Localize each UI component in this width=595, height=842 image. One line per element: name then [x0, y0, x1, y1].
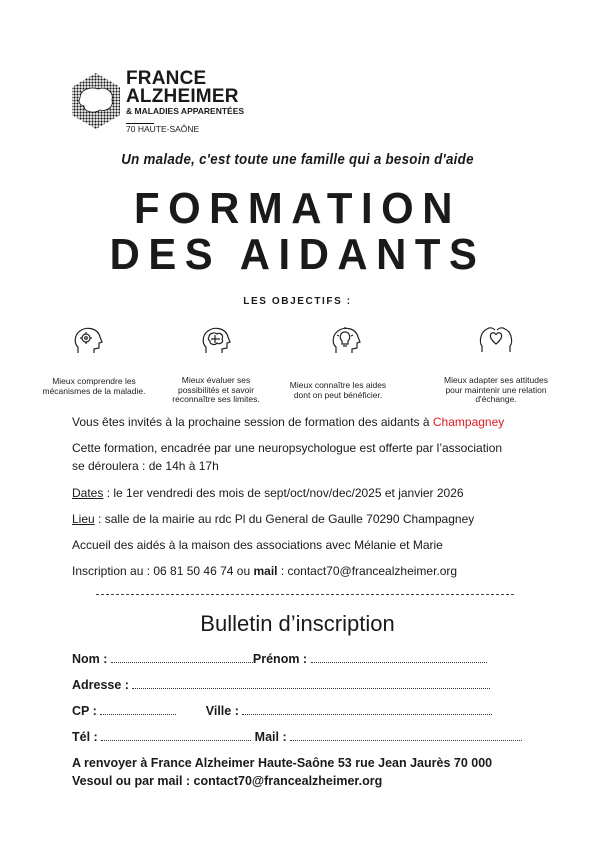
- title-line-1: FORMATION: [134, 184, 461, 233]
- objective-caption-3: Mieux connaître les aides dont on peut bénéficier.: [289, 380, 387, 400]
- adresse-label: Adresse :: [72, 678, 129, 692]
- nom-label: Nom :: [72, 652, 108, 666]
- invite-text: Vous êtes invités à la prochaine session de formation des aidants à: [72, 415, 433, 429]
- form-row-adresse: [72, 677, 490, 693]
- logo-line-region: 70 HAUTE-SAÔNE: [126, 124, 200, 134]
- ville-field[interactable]: [242, 704, 492, 715]
- formation-line-2: se déroulera : de 14h à 17h: [72, 459, 219, 473]
- dates-label: Dates: [72, 486, 104, 500]
- adresse-field[interactable]: [132, 678, 490, 689]
- title-line-2: DES AIDANTS: [109, 230, 486, 279]
- head-bulb-icon: [328, 323, 364, 359]
- tel-label: Tél :: [72, 730, 98, 744]
- inscription-suffix: : contact70@francealzheimer.org: [277, 564, 458, 578]
- dates-value: : le 1er vendredi des mois de sept/oct/nov/dec/2025 et janvier 2026: [103, 486, 464, 500]
- objectifs-heading: LES OBJECTIFS :: [243, 296, 352, 307]
- objective-caption-4: Mieux adapter ses attitudes pour maintenir une relation d'échange.: [444, 375, 548, 404]
- objective-caption-1: Mieux comprendre les mécanismes de la maladie.: [42, 376, 146, 396]
- formation-line-1: Cette formation, encadrée par une neuropsychologue est offerte par l’association: [72, 441, 503, 455]
- mail-form-label: Mail :: [254, 730, 287, 744]
- dates-paragraph: [72, 484, 464, 502]
- head-brain-icon: [198, 323, 234, 359]
- form-row-cp-ville: [72, 703, 492, 719]
- bulletin-title: Bulletin d’inscription: [200, 611, 395, 636]
- mail-field[interactable]: [290, 730, 522, 741]
- form-row-tel-mail: [72, 729, 522, 745]
- footer-line-1: A renvoyer à France Alzheimer Haute-Saône 53 rue Jean Jaurès 70 000: [72, 756, 493, 770]
- logo-line-maladies: & MALADIES APPARENTÉES: [126, 106, 245, 116]
- head-gears-icon: [70, 323, 106, 359]
- logo-text: [126, 70, 244, 135]
- logo-mark: [70, 72, 122, 130]
- ville-label: Ville :: [205, 704, 239, 718]
- cp-label: CP :: [72, 704, 97, 718]
- footer-line-2: Vesoul ou par mail : contact70@francealzheimer.org: [72, 774, 383, 788]
- prenom-field[interactable]: [311, 652, 487, 663]
- tagline: Un malade, c'est toute une famille qui a besoin d'aide: [121, 152, 474, 168]
- invite-place: Champagney: [432, 415, 505, 429]
- cp-field[interactable]: [100, 704, 176, 715]
- objective-caption-2: Mieux évaluer ses possibilités et savoir reconnaître ses limites.: [172, 375, 260, 404]
- mail-label: mail: [253, 564, 278, 578]
- tel-field[interactable]: [101, 730, 251, 741]
- prenom-label: Prénom :: [252, 652, 308, 666]
- logo-line-alzheimer: ALZHEIMER: [126, 86, 239, 107]
- separator-line: [96, 594, 514, 595]
- lieu-paragraph: [72, 510, 474, 528]
- inscription-paragraph: [72, 562, 457, 580]
- heads-heart-icon: [478, 320, 514, 356]
- inscription-prefix: Inscription au : 06 81 50 46 74 ou: [72, 564, 254, 578]
- nom-field[interactable]: [111, 652, 253, 663]
- lieu-value: : salle de la mairie au rdc Pl du General de Gaulle 70290 Champagney: [94, 512, 475, 526]
- invite-paragraph: [72, 413, 504, 431]
- accueil-paragraph: Accueil des aidés à la maison des associations avec Mélanie et Marie: [72, 538, 443, 552]
- form-row-nom: [72, 651, 487, 667]
- lieu-label: Lieu: [72, 512, 95, 526]
- logo-line-france: FRANCE: [126, 68, 207, 89]
